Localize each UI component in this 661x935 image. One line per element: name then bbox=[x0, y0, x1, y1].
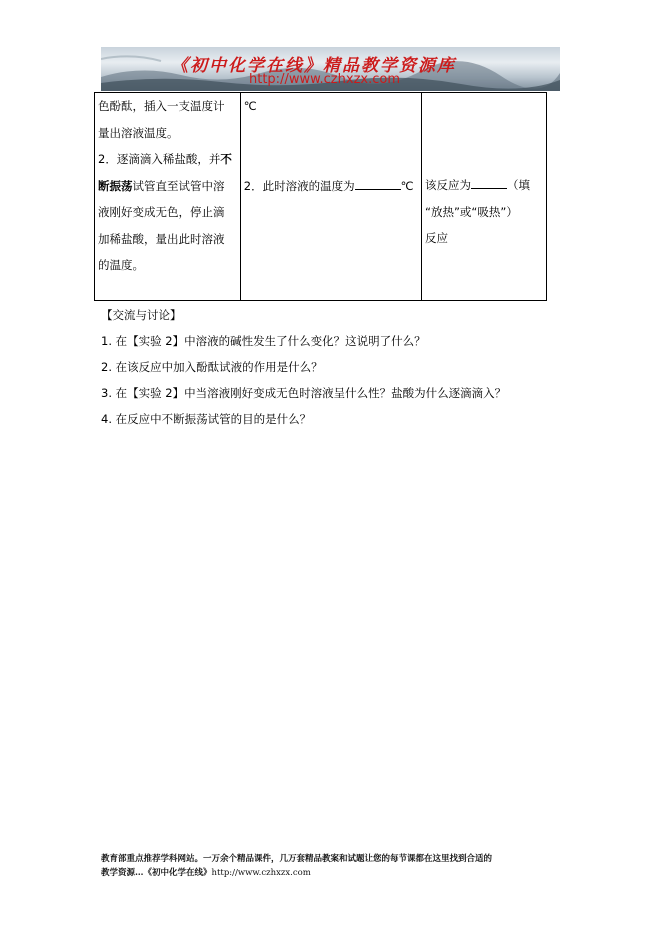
conclusion-line: “放热”或“吸热”） bbox=[425, 204, 518, 219]
table-row bbox=[95, 93, 547, 301]
reaction-type-blank[interactable] bbox=[471, 188, 507, 189]
procedure-line: 液刚好变成无色，停止滴 bbox=[98, 205, 225, 219]
temperature-unit: ℃ bbox=[243, 99, 257, 113]
footer bbox=[101, 852, 571, 880]
question-2: 2. 在该反应中加入酚酞试液的作用是什么？ bbox=[101, 360, 323, 374]
conclusion-line: 该反应为 （填 bbox=[425, 178, 530, 192]
temperature-blank[interactable] bbox=[355, 189, 401, 190]
banner-url[interactable]: http://www.czhxzx.com bbox=[249, 72, 400, 87]
banner-title: 《初中化学在线》精品教学资源库 bbox=[171, 56, 456, 76]
footer-line: 教育部重点推荐学科网站。一万余个精品课件，几万套精品教案和试题让您的每节课都在这里找到合适的 bbox=[101, 854, 493, 864]
header-banner bbox=[101, 47, 560, 91]
conclusion-cell bbox=[422, 93, 547, 301]
procedure-line: 加稀盐酸，量出此时溶液 bbox=[98, 231, 225, 246]
procedure-line: 的温度。 bbox=[98, 258, 144, 272]
footer-line: 教学资源…《初中化学在线》http://www.czhxzx.com bbox=[101, 868, 311, 878]
question-4: 4. 在反应中不断振荡试管的目的是什么？ bbox=[101, 412, 312, 426]
experiment-table bbox=[94, 92, 547, 301]
procedure-line: 色酚酞，插入一支温度计 bbox=[98, 99, 225, 113]
conclusion-line: 反应 bbox=[425, 231, 448, 245]
discussion-heading: 【交流与讨论】 bbox=[101, 308, 182, 322]
procedure-cell bbox=[95, 93, 241, 301]
footer-url[interactable]: http://www.czhxzx.com bbox=[211, 868, 311, 878]
observation-cell bbox=[240, 93, 421, 301]
procedure-line: 量出溶液温度。 bbox=[98, 125, 179, 140]
question-1: 1. 在【实验 2】中溶液的碱性发生了什么变化？这说明了什么？ bbox=[101, 334, 426, 348]
procedure-line: 2．逐滴滴入稀盐酸，并不 bbox=[98, 152, 232, 166]
question-3: 3. 在【实验 2】中当溶液刚好变成无色时溶液呈什么性？盐酸为什么逐滴滴入？ bbox=[101, 386, 507, 400]
temperature-line: 2．此时溶液的温度为 ℃ bbox=[243, 178, 414, 193]
procedure-line: 断振荡试管直至试管中溶 bbox=[98, 178, 225, 193]
